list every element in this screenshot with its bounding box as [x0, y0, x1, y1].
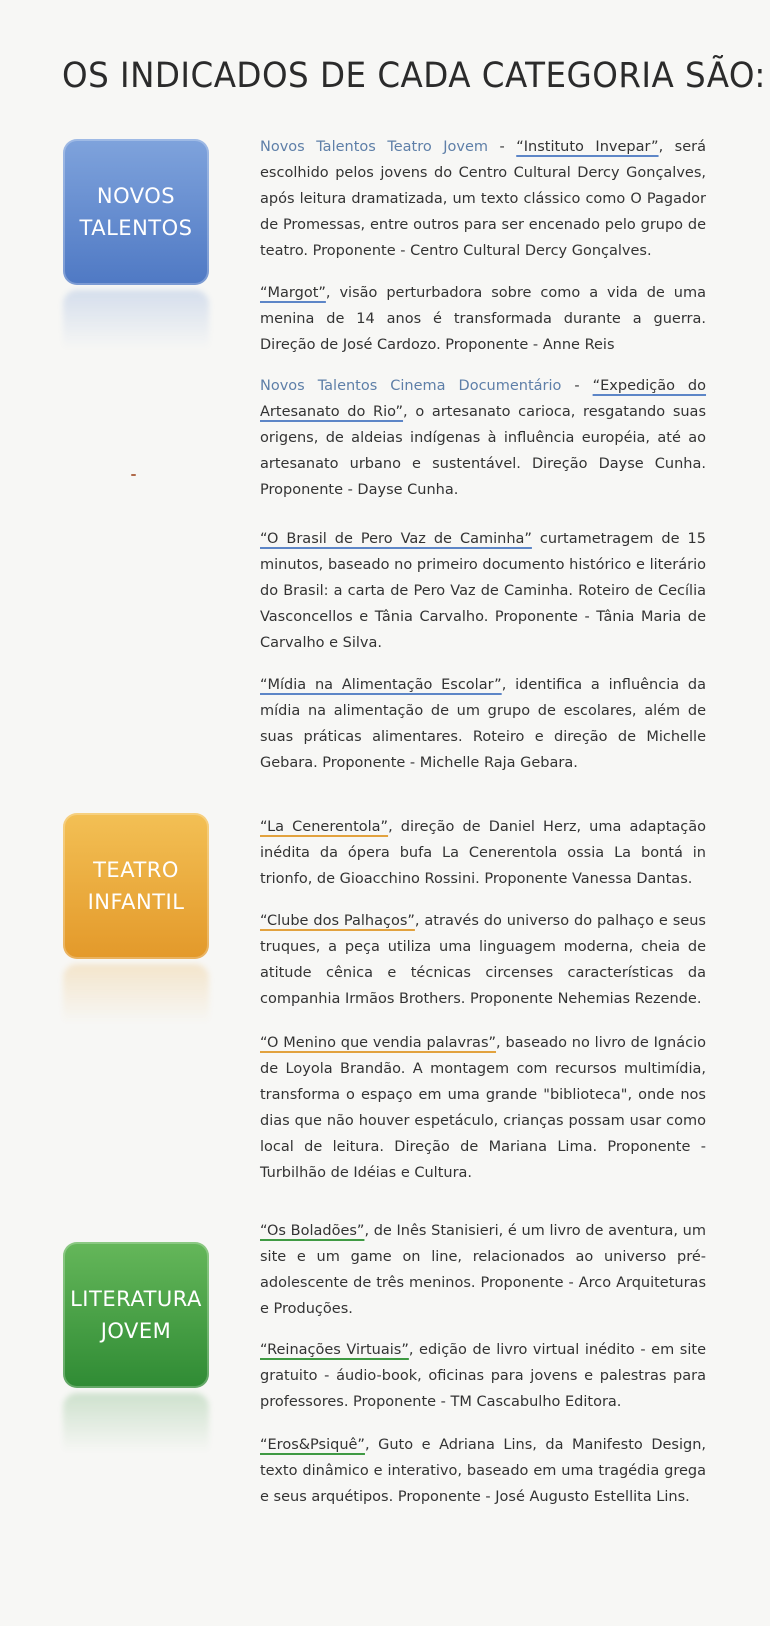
- entry: [260, 1218, 706, 1322]
- badge-line-1: LITERATURA: [70, 1287, 202, 1311]
- speck: [131, 474, 136, 476]
- badge-reflection: [63, 964, 209, 1024]
- page-title: OS INDICADOS DE CADA CATEGORIA SÃO:: [62, 56, 766, 96]
- badge-line-2: INFANTIL: [87, 890, 185, 914]
- project-description: , Guto e Adriana Lins, da Manifesto Design, texto dinâmico e interativo, baseado em uma tragédia grega e seus arquétipos. Proponente - José Augusto Estellita Lins.: [260, 1437, 706, 1505]
- project-description: curtametragem de 15 minutos, baseado no primeiro documento histórico e literário do Brasil: a carta de Pero Vaz de Caminha. Roteiro de Cecília Vasconcellos e Tânia Carvalho. Proponente - Tânia Maria de Carvalho e Silva.: [260, 531, 706, 651]
- entry: [260, 1337, 706, 1415]
- badge-line-2: JOVEM: [100, 1319, 172, 1343]
- entry: [260, 908, 706, 1012]
- entry: [260, 526, 706, 656]
- project-title: “O Menino que vendia palavras”: [260, 1035, 497, 1051]
- badge-reflection: [63, 290, 209, 350]
- entry: [260, 672, 706, 776]
- project-title: “Eros&Psiquê”: [260, 1437, 365, 1453]
- project-description: , identifica a influência da mídia na alimentação de um grupo de escolares, além de suas práticas alimentares. Roteiro e direção de Michelle Gebara. Proponente - Michelle Raja Gebara.: [260, 677, 707, 771]
- separator: -: [561, 378, 593, 394]
- category-label: Novos Talentos Cinema Documentário: [260, 378, 562, 394]
- entry: [260, 1432, 706, 1510]
- project-title: “Mídia na Alimentação Escolar”: [260, 677, 502, 693]
- category-label: Novos Talentos Teatro Jovem: [260, 139, 488, 155]
- project-description: , através do universo do palhaço e seus truques, a peça utiliza uma linguagem moderna, cheia de atitude cênica e técnicas circenses características da companhia Irmãos Brothers. Proponente Nehemias Rezende.: [260, 913, 706, 1007]
- project-description: , de Inês Stanisieri, é um livro de aventura, um site e um game on line, relacionados ao universo pré-adolescente de três meninos. Proponente - Arco Arquiteturas e Produções.: [260, 1223, 706, 1317]
- project-title: “Os Boladões”: [260, 1223, 365, 1239]
- badge-literatura-jovem: [63, 1242, 209, 1388]
- separator: -: [488, 139, 517, 155]
- project-title: “Instituto Invepar”: [516, 139, 659, 155]
- project-title: “Clube dos Palhaços”: [260, 913, 415, 929]
- badge-novos-talentos: [63, 139, 209, 285]
- project-title: “Reinações Virtuais”: [260, 1342, 409, 1358]
- project-title: “Expedição do Artesanato do Rio”: [260, 378, 707, 420]
- badge-line-2: TALENTOS: [79, 216, 193, 240]
- project-description: , visão perturbadora sobre como a vida de uma menina de 14 anos é transformada durante a guerra. Direção de José Cardozo. Proponente - Anne Reis: [260, 285, 706, 353]
- entry: [260, 280, 706, 358]
- badge-line-1: NOVOS: [96, 184, 176, 208]
- project-description: , o artesanato carioca, resgatando suas origens, de aldeias indígenas à influência européia, até ao artesanato urbano e sustentável. Direção Dayse Cunha. Proponente - Dayse Cunha.: [260, 404, 706, 498]
- badge-reflection: [63, 1393, 209, 1453]
- entry: [260, 134, 706, 264]
- badge-teatro-infantil: [63, 813, 209, 959]
- entry: [260, 814, 706, 892]
- project-description: , baseado no livro de Ignácio de Loyola Brandão. A montagem com recursos multimídia, transforma o espaço em uma grande "biblioteca", onde nos dias que não houver espetáculo, crianças possam usar como local de leitura. Direção de Mariana Lima. Proponente - Turbilhão de Idéias e Cultura.: [260, 1035, 706, 1181]
- entry: [260, 373, 706, 503]
- project-description: , direção de Daniel Herz, uma adaptação inédita da ópera bufa La Cenerentola ossia La bontá in trionfo, de Gioacchino Rossini. Proponente Vanessa Dantas.: [260, 819, 706, 887]
- project-title: “La Cenerentola”: [260, 819, 389, 835]
- project-description: , edição de livro virtual inédito - em site gratuito - áudio-book, oficinas para jovens e palestras para professores. Proponente - TM Cascabulho Editora.: [260, 1342, 706, 1410]
- project-title: “O Brasil de Pero Vaz de Caminha”: [260, 531, 532, 547]
- project-description: , será escolhido pelos jovens do Centro Cultural Dercy Gonçalves, após leitura dramatizada, um texto clássico como O Pagador de Promessas, entre outros para ser encenado pelo grupo de teatro. Proponente - Centro Cultural Dercy Gonçalves.: [260, 139, 706, 259]
- badge-line-1: TEATRO: [93, 858, 179, 882]
- project-title: “Margot”: [260, 285, 326, 301]
- entry: [260, 1030, 706, 1186]
